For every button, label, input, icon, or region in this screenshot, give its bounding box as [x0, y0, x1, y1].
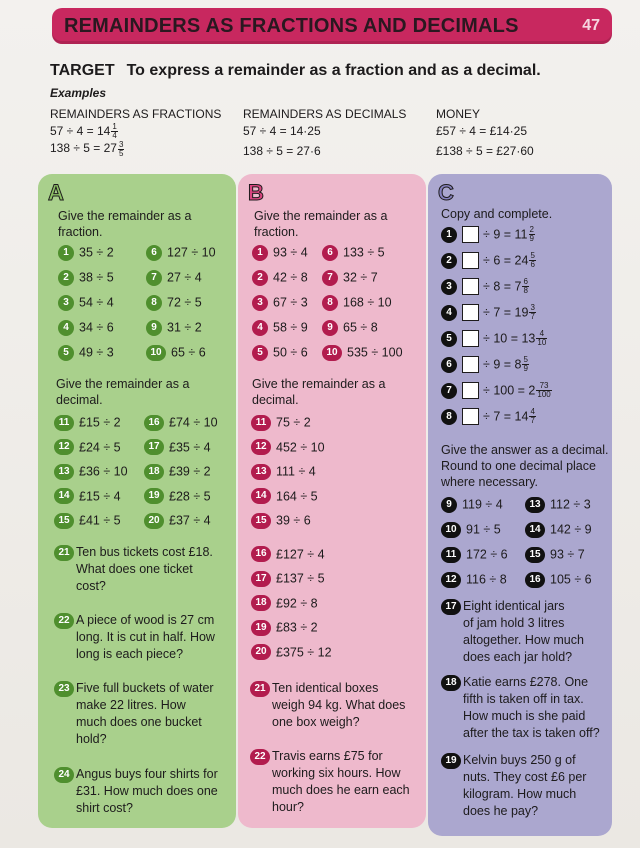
fraction-numerator: 3: [530, 303, 535, 313]
question-number-badge: 14: [54, 488, 74, 504]
question-text: 91 ÷ 5: [466, 522, 501, 537]
question-number-badge: 19: [251, 620, 271, 636]
question-number-badge: 3: [58, 295, 74, 311]
examples-fractions-title: REMAINDERS AS FRACTIONS: [50, 107, 222, 121]
section-c-dec-question-11: [441, 546, 508, 563]
question-text: £83 ÷ 2: [276, 620, 318, 635]
question-text: 93 ÷ 4: [273, 245, 308, 260]
section-a-word-problem-23: [54, 680, 214, 748]
section-b-dec-question-17: [251, 570, 325, 587]
question-text: 50 ÷ 6: [273, 345, 308, 360]
word-problem-line: Five full buckets of water: [76, 681, 214, 695]
section-a-dec-question-18: [144, 463, 211, 480]
question-text: 42 ÷ 8: [273, 270, 308, 285]
examples-decimals: [243, 106, 406, 160]
word-problem-line: shirt cost?: [76, 801, 133, 815]
section-b-dec-question-20: [251, 644, 332, 661]
question-number-badge: 24: [54, 767, 74, 783]
question-text: ÷ 9 = 8: [483, 357, 522, 372]
fraction: [536, 382, 551, 399]
question-number-badge: 15: [54, 513, 74, 529]
word-problem-line: Eight identical jars: [463, 599, 565, 613]
section-b-question-10: [322, 344, 403, 361]
question-number-badge: 16: [525, 572, 545, 588]
question-number-badge: 6: [441, 357, 457, 373]
word-problem-line: does he pay?: [463, 804, 539, 818]
question-number-badge: 19: [144, 488, 164, 504]
section-c-dec-question-9: [441, 496, 503, 513]
target-text: To express a remainder as a fraction and as a decimal.: [126, 62, 541, 79]
question-text: £15 ÷ 2: [79, 415, 121, 430]
question-number-badge: 8: [146, 295, 162, 311]
question-number-badge: 21: [54, 545, 74, 561]
question-text: 27 ÷ 4: [167, 270, 202, 285]
section-c-instruction2: Give the answer as a decimal. Round to one decimal place where necessary.: [441, 443, 609, 489]
word-problem-line: kilogram. How much: [463, 787, 577, 801]
question-number-badge: 13: [54, 464, 74, 480]
section-a-dec-question-11: [54, 414, 121, 431]
question-number-badge: 2: [252, 270, 268, 286]
word-problem-line: Kelvin buys 250 g of: [463, 753, 576, 767]
question-text: £28 ÷ 5: [169, 489, 211, 504]
section-c-word-problem-17: [441, 598, 584, 666]
section-b-dec-question-18: [251, 595, 318, 612]
section-b-question-5: [252, 344, 308, 361]
section-c-question-7: [441, 382, 552, 399]
question-number-badge: 23: [54, 681, 74, 697]
section-a-word-problem-24: [54, 766, 218, 817]
word-problem-text: [441, 674, 600, 742]
question-number-badge: 18: [441, 675, 461, 691]
question-text: 116 ÷ 8: [466, 572, 507, 587]
fraction-numerator: 5: [523, 355, 528, 365]
question-number-badge: 8: [441, 409, 457, 425]
word-problem-text: [54, 680, 214, 748]
question-number-badge: 12: [441, 572, 461, 588]
section-b-question-7: [322, 269, 378, 286]
question-number-badge: 16: [144, 415, 164, 431]
section-c-word-problem-18: [441, 674, 600, 742]
question-text: £375 ÷ 12: [276, 645, 332, 660]
section-a-dec-question-19: [144, 488, 211, 505]
examples-money-line2: £138 ÷ 5 = £27·60: [436, 144, 534, 158]
question-text: 31 ÷ 2: [167, 320, 202, 335]
question-text: 93 ÷ 7: [550, 547, 585, 562]
word-problem-line: much does one bucket: [76, 715, 202, 729]
section-c-question-4: [441, 304, 536, 321]
question-number-badge: 18: [251, 595, 271, 611]
examples-heading: Examples: [50, 86, 107, 100]
question-number-badge: 7: [146, 270, 162, 286]
section-a-instruction2: Give the remainder as a decimal.: [56, 377, 190, 407]
word-problem-text: [441, 752, 586, 820]
word-problem-line: Ten identical boxes: [272, 681, 379, 695]
section-a-question-9: [146, 319, 202, 336]
question-number-badge: 9: [441, 497, 457, 513]
question-text: £35 ÷ 4: [169, 440, 211, 455]
question-text: 35 ÷ 2: [79, 245, 114, 260]
question-text: 75 ÷ 2: [276, 415, 311, 430]
examples-money: [436, 106, 534, 160]
question-number-badge: 15: [251, 513, 271, 529]
fraction-numerator: 4: [536, 330, 547, 339]
question-text: ÷ 6 = 24: [483, 253, 529, 268]
word-problem-line: Angus buys four shirts for: [76, 767, 218, 781]
question-number-badge: 2: [441, 253, 457, 269]
question-number-badge: 7: [441, 383, 457, 399]
fraction-denominator: 9: [529, 234, 534, 244]
question-text: £41 ÷ 5: [79, 513, 121, 528]
fraction-denominator: 8: [523, 286, 528, 296]
word-problem-line: altogether. How much: [463, 633, 584, 647]
section-b-question-1: [252, 244, 308, 261]
section-c-dec-question-10: [441, 521, 501, 538]
question-text: 67 ÷ 3: [273, 295, 308, 310]
word-problem-text: [54, 766, 218, 817]
examples-money-title: MONEY: [436, 107, 481, 121]
question-text: £37 ÷ 4: [169, 513, 211, 528]
answer-box: [462, 304, 479, 321]
question-number-badge: 6: [322, 245, 338, 261]
question-number-badge: 11: [251, 415, 271, 431]
word-problem-line: What does one ticket: [76, 562, 193, 576]
question-number-badge: 6: [146, 245, 162, 261]
fraction: [529, 304, 535, 321]
word-problem-line: long is each piece?: [76, 647, 184, 661]
word-problem-text: [250, 680, 405, 731]
question-number-badge: 1: [252, 245, 268, 261]
page-number: 47: [582, 17, 600, 34]
page-title: REMAINDERS AS FRACTIONS AND DECIMALS: [64, 15, 519, 37]
examples-fractions: [50, 106, 221, 158]
section-b-dec-question-14: [251, 488, 318, 505]
section-a-question-2: [58, 269, 114, 286]
word-problem-line: after the tax is taken off?: [463, 726, 600, 740]
section-c-question-2: [441, 252, 536, 269]
fraction: [529, 408, 535, 425]
question-number-badge: 11: [441, 547, 461, 563]
question-number-badge: 7: [322, 270, 338, 286]
question-number-badge: 10: [441, 522, 461, 538]
question-text: 112 ÷ 3: [550, 497, 591, 512]
section-a-dec-question-20: [144, 512, 211, 529]
examples-decimals-title: REMAINDERS AS DECIMALS: [243, 107, 407, 121]
word-problem-line: make 22 litres. How: [76, 698, 186, 712]
word-problem-line: £31. How much does one: [76, 784, 218, 798]
question-text: £137 ÷ 5: [276, 571, 325, 586]
question-number-badge: 9: [322, 320, 338, 336]
fraction: [529, 252, 535, 269]
fraction-denominator: 6: [530, 260, 535, 270]
target-label: TARGET: [50, 62, 115, 79]
examples-money-line1: £57 ÷ 4 = £14·25: [436, 124, 527, 138]
question-text: 32 ÷ 7: [343, 270, 378, 285]
section-a-dec-question-17: [144, 439, 211, 456]
fraction-denominator: 9: [523, 364, 528, 374]
question-text: 39 ÷ 6: [276, 513, 311, 528]
section-a-letter: A: [48, 180, 64, 205]
section-b-question-6: [322, 244, 385, 261]
section-b-instruction2: Give the remainder as a decimal.: [252, 377, 386, 407]
fraction-numerator: 2: [529, 225, 534, 235]
section-b-question-2: [252, 269, 308, 286]
question-text: 172 ÷ 6: [466, 547, 508, 562]
question-number-badge: 5: [441, 331, 457, 347]
section-a-question-7: [146, 269, 202, 286]
question-number-badge: 3: [252, 295, 268, 311]
section-b-question-8: [322, 294, 392, 311]
section-c-question-1: [441, 226, 535, 243]
question-number-badge: 17: [144, 439, 164, 455]
section-a-panel: [38, 174, 236, 828]
fraction-numerator: 73: [536, 382, 551, 391]
question-number-badge: 11: [54, 415, 74, 431]
section-a-word-problem-21: [54, 544, 213, 595]
word-problem-line: fifth is taken off in tax.: [463, 692, 584, 706]
question-text: ÷ 100 = 2: [483, 383, 536, 398]
question-text: ÷ 10 = 13: [483, 331, 536, 346]
section-a-question-3: [58, 294, 114, 311]
question-text: £24 ÷ 5: [79, 440, 121, 455]
section-c-dec-question-16: [525, 571, 592, 588]
section-c-dec-question-13: [525, 496, 591, 513]
question-number-badge: 9: [146, 320, 162, 336]
section-b-dec-question-15: [251, 512, 311, 529]
question-text: 54 ÷ 4: [79, 295, 114, 310]
question-number-badge: 2: [58, 270, 74, 286]
question-text: 49 ÷ 3: [79, 345, 114, 360]
question-text: £127 ÷ 4: [276, 547, 325, 562]
question-number-badge: 12: [54, 439, 74, 455]
question-text: 34 ÷ 6: [79, 320, 114, 335]
fraction-numerator: 6: [523, 277, 528, 287]
question-number-badge: 5: [58, 345, 74, 361]
question-text: 58 ÷ 9: [273, 320, 308, 335]
question-number-badge: 12: [251, 439, 271, 455]
question-text: 142 ÷ 9: [550, 522, 592, 537]
question-number-badge: 13: [525, 497, 545, 513]
question-text: 111 ÷ 4: [276, 464, 316, 479]
section-b-dec-question-16: [251, 546, 325, 563]
section-a-dec-question-16: [144, 414, 218, 431]
question-text: ÷ 7 = 19: [483, 305, 529, 320]
question-number-badge: 19: [441, 753, 461, 769]
answer-box: [462, 382, 479, 399]
word-problem-line: one box weigh?: [272, 715, 360, 729]
question-number-badge: 13: [251, 464, 271, 480]
section-a-question-1: [58, 244, 114, 261]
section-b-dec-question-13: [251, 463, 316, 480]
question-number-badge: 1: [441, 227, 457, 243]
section-b-instruction1: Give the remainder as a fraction.: [254, 209, 388, 239]
examples-fractions-line2: 138 ÷ 5 = 27 $\frac{3}{5}$: [50, 139, 124, 158]
section-a-dec-question-13: [54, 463, 128, 480]
word-problem-line: A piece of wood is 27 cm: [76, 613, 215, 627]
word-problem-line: of jam hold 3 litres: [463, 616, 565, 630]
question-number-badge: 8: [322, 295, 338, 311]
question-text: £74 ÷ 10: [169, 415, 218, 430]
word-problem-line: Ten bus tickets cost £18.: [76, 545, 213, 559]
examples-fractions-line1: 57 ÷ 4 = 14 $\frac{1}{4}$: [50, 122, 117, 141]
title-banner: [52, 8, 612, 44]
question-number-badge: 5: [252, 345, 268, 361]
word-problem-line: Katie earns £278. One: [463, 675, 589, 689]
section-c-instruction1: Copy and complete.: [441, 207, 553, 221]
word-problem-line: much does he earn each: [272, 783, 410, 797]
fraction-numerator: 4: [530, 407, 535, 417]
answer-box: [462, 226, 479, 243]
section-c-dec-question-15: [525, 546, 585, 563]
question-text: ÷ 7 = 14: [483, 409, 529, 424]
section-b-letter: B: [248, 180, 264, 205]
section-b-word-problem-22: [250, 748, 410, 816]
question-text: 72 ÷ 5: [167, 295, 202, 310]
fraction-denominator: 10: [537, 338, 547, 348]
section-a-question-10: [146, 344, 206, 361]
section-a-word-problem-22: [54, 612, 215, 663]
section-a-question-6: [146, 244, 216, 261]
word-problem-text: [441, 598, 584, 666]
question-number-badge: 22: [250, 749, 270, 765]
section-a-dec-question-14: [54, 488, 121, 505]
answer-box: [462, 408, 479, 425]
section-b-question-4: [252, 319, 308, 336]
section-b-dec-question-19: [251, 619, 318, 636]
question-text: 65 ÷ 8: [343, 320, 378, 335]
section-c-question-3: [441, 278, 529, 295]
question-number-badge: 16: [251, 546, 271, 562]
question-number-badge: 10: [146, 345, 166, 361]
examples-decimals-line2: 138 ÷ 5 = 27·6: [243, 144, 321, 158]
fraction: [529, 226, 535, 243]
fraction-denominator: 7: [530, 312, 535, 322]
word-problem-line: cost?: [76, 579, 106, 593]
answer-box: [462, 252, 479, 269]
question-number-badge: 14: [525, 522, 545, 538]
section-b-dec-question-12: [251, 439, 325, 456]
question-number-badge: 20: [251, 644, 271, 660]
question-number-badge: 1: [58, 245, 74, 261]
question-text: £92 ÷ 8: [276, 596, 318, 611]
section-a-dec-question-12: [54, 439, 121, 456]
word-problem-text: [250, 748, 410, 816]
section-b-panel: [238, 174, 426, 828]
section-c-panel: [428, 174, 612, 836]
word-problem-line: Travis earns £75 for: [272, 749, 383, 763]
question-number-badge: 14: [251, 488, 271, 504]
section-a-question-5: [58, 344, 114, 361]
section-b-question-3: [252, 294, 308, 311]
question-text: £15 ÷ 4: [79, 489, 121, 504]
fraction: [536, 330, 547, 347]
answer-box: [462, 356, 479, 373]
word-problem-line: long. It is cut in half. How: [76, 630, 215, 644]
question-text: 164 ÷ 5: [276, 489, 318, 504]
question-number-badge: 15: [525, 547, 545, 563]
word-problem-text: [54, 544, 213, 595]
section-c-dec-question-14: [525, 521, 592, 538]
section-a-question-4: [58, 319, 114, 336]
word-problem-line: How much is she paid: [463, 709, 586, 723]
question-number-badge: 21: [250, 681, 270, 697]
question-number-badge: 4: [441, 305, 457, 321]
question-number-badge: 4: [58, 320, 74, 336]
question-text: £39 ÷ 2: [169, 464, 211, 479]
section-b-dec-question-11: [251, 414, 311, 431]
question-number-badge: 17: [441, 599, 461, 615]
word-problem-line: weigh 94 kg. What does: [272, 698, 406, 712]
question-number-badge: 3: [441, 279, 457, 295]
examples-decimals-line1: 57 ÷ 4 = 14·25: [243, 124, 321, 138]
question-number-badge: 22: [54, 613, 74, 629]
question-number-badge: 20: [144, 513, 164, 529]
section-a-dec-question-15: [54, 512, 121, 529]
word-problem-line: does each jar hold?: [463, 650, 573, 664]
section-c-dec-question-12: [441, 571, 507, 588]
question-text: 535 ÷ 100: [347, 345, 403, 360]
word-problem-line: hold?: [76, 732, 107, 746]
section-c-word-problem-19: [441, 752, 586, 820]
fraction-numerator: 5: [530, 251, 535, 261]
question-text: £36 ÷ 10: [79, 464, 128, 479]
word-problem-line: hour?: [272, 800, 304, 814]
question-text: ÷ 9 = 11: [483, 227, 528, 242]
question-text: 65 ÷ 6: [171, 345, 206, 360]
fraction-denominator: 7: [530, 416, 535, 426]
target-statement: [50, 62, 541, 80]
word-problem-text: [54, 612, 215, 663]
section-b-word-problem-21: [250, 680, 405, 731]
fraction: [522, 356, 528, 373]
section-b-question-9: [322, 319, 378, 336]
question-text: ÷ 8 = 7: [483, 279, 522, 294]
question-text: 452 ÷ 10: [276, 440, 325, 455]
section-c-question-5: [441, 330, 547, 347]
question-text: 127 ÷ 10: [167, 245, 216, 260]
answer-box: [462, 330, 479, 347]
word-problem-line: working six hours. How: [272, 766, 401, 780]
section-c-question-6: [441, 356, 529, 373]
question-text: 133 ÷ 5: [343, 245, 385, 260]
section-a-instruction1: Give the remainder as a fraction.: [58, 209, 192, 239]
question-text: 119 ÷ 4: [462, 497, 503, 512]
question-text: 38 ÷ 5: [79, 270, 114, 285]
fraction-denominator: 100: [537, 390, 551, 400]
fraction: [522, 278, 528, 295]
answer-box: [462, 278, 479, 295]
question-number-badge: 18: [144, 464, 164, 480]
question-number-badge: 17: [251, 571, 271, 587]
question-number-badge: 4: [252, 320, 268, 336]
section-c-question-8: [441, 408, 536, 425]
question-number-badge: 10: [322, 345, 342, 361]
word-problem-line: nuts. They cost £6 per: [463, 770, 587, 784]
section-a-question-8: [146, 294, 202, 311]
section-c-letter: C: [438, 180, 454, 205]
question-text: 168 ÷ 10: [343, 295, 392, 310]
question-text: 105 ÷ 6: [550, 572, 592, 587]
